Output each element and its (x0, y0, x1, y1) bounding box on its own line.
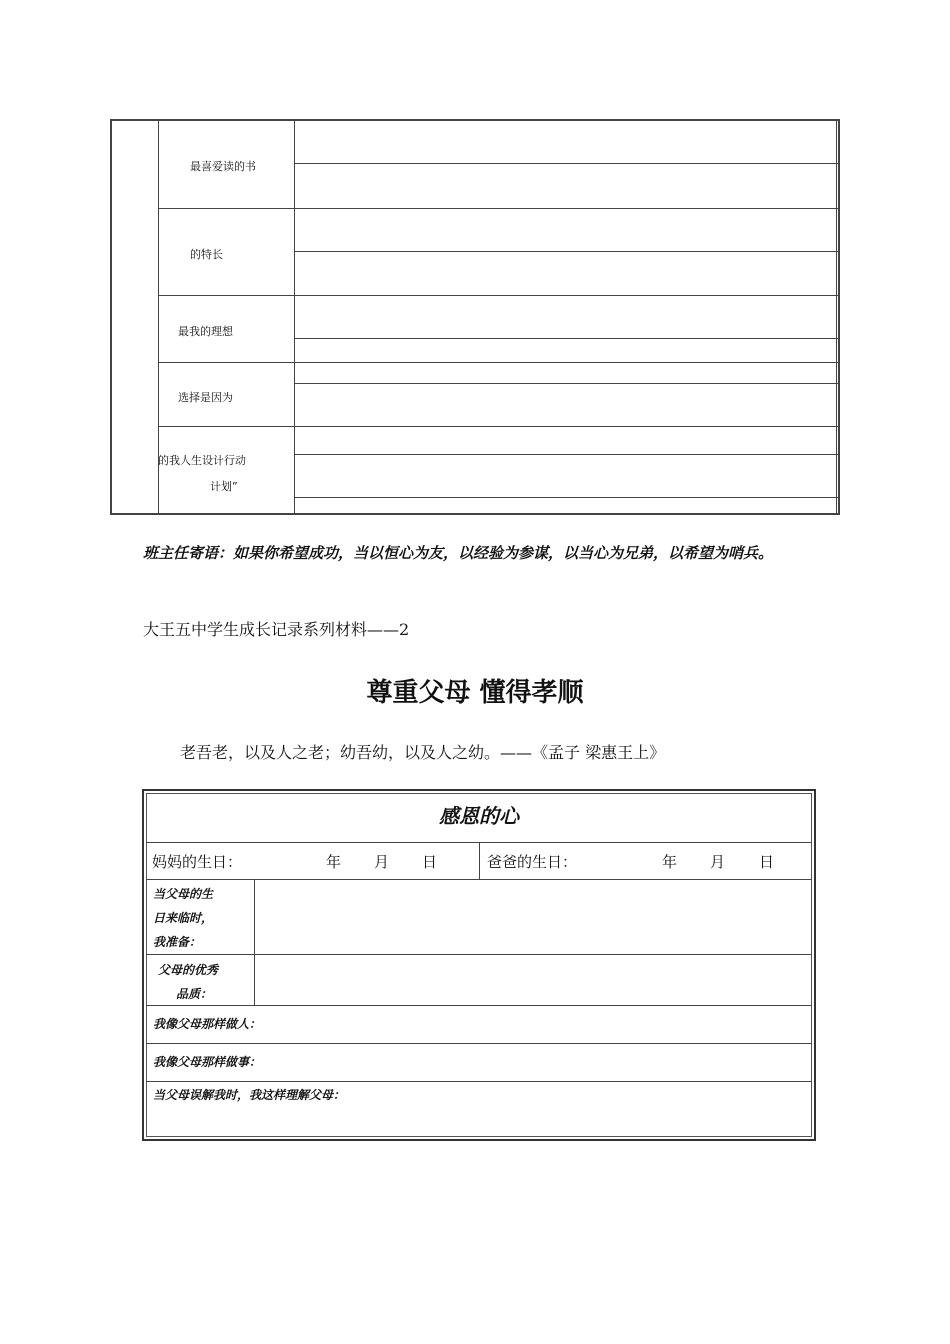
be-like-parents-label: 我像父母那样做人： (153, 1017, 262, 1031)
mom-birthday-label: 妈妈的生日： (152, 853, 243, 871)
row-divider (146, 879, 812, 880)
dad-day: 日 (759, 853, 775, 871)
mom-month: 月 (374, 853, 390, 871)
writing-line (294, 383, 840, 384)
reason-label: 选择是因为 (178, 391, 233, 404)
action-plan-label-cont: 计划” (210, 480, 238, 493)
row-divider (158, 362, 840, 363)
birthday-prep-label-3: 我准备： (153, 935, 202, 949)
action-plan-label: 的我人生设计行动 (158, 454, 246, 467)
qualities-label-1: 父母的优秀 (158, 963, 219, 977)
series-title: 大王五中学生成长记录系列材料——2 (143, 620, 410, 639)
row-divider (146, 1005, 812, 1006)
writing-line (294, 163, 840, 164)
row-divider (158, 208, 840, 209)
qualities-label-2: 品质： (176, 987, 213, 1001)
gratitude-heading: 感恩的心 (439, 804, 519, 828)
mom-day: 日 (422, 853, 438, 871)
writing-line (294, 251, 840, 252)
double-border (836, 119, 837, 515)
birthday-prep-label-2: 日来临时， (153, 911, 214, 925)
row-divider (146, 954, 812, 955)
dad-month: 月 (710, 853, 726, 871)
row-divider (146, 1081, 812, 1082)
row-divider (146, 1043, 812, 1044)
mencius-quote: 老吾老，以及人之老；幼吾幼，以及人之幼。——《孟子 梁惠王上》 (180, 743, 666, 762)
do-like-parents-label: 我像父母那样做事： (153, 1055, 262, 1069)
favorite-book-label: 最喜爱读的书 (190, 160, 256, 173)
specialty-label: 的特长 (190, 248, 223, 261)
life-plan-table-inner (158, 119, 840, 515)
row-divider (158, 295, 840, 296)
ideal-label: 最我的理想 (178, 325, 233, 338)
understand-parents-label: 当父母误解我时，我这样理解父母： (153, 1088, 346, 1102)
birthday-divider (479, 842, 480, 879)
mom-year: 年 (326, 853, 342, 871)
dad-birthday-label: 爸爸的生日： (487, 853, 578, 871)
page-title: 尊重父母 懂得孝顺 (366, 678, 584, 708)
dad-year: 年 (662, 853, 678, 871)
row-divider (158, 426, 840, 427)
teacher-advice: 班主任寄语：如果你希望成功，当以恒心为友，以经验为参谋，以当心为兄弟，以希望为哨兵。 (143, 544, 774, 562)
writing-line (294, 338, 840, 339)
label-column-divider (254, 879, 255, 1005)
birthday-prep-label-1: 当父母的生 (153, 887, 214, 901)
writing-line (294, 454, 840, 455)
writing-line (294, 497, 840, 498)
